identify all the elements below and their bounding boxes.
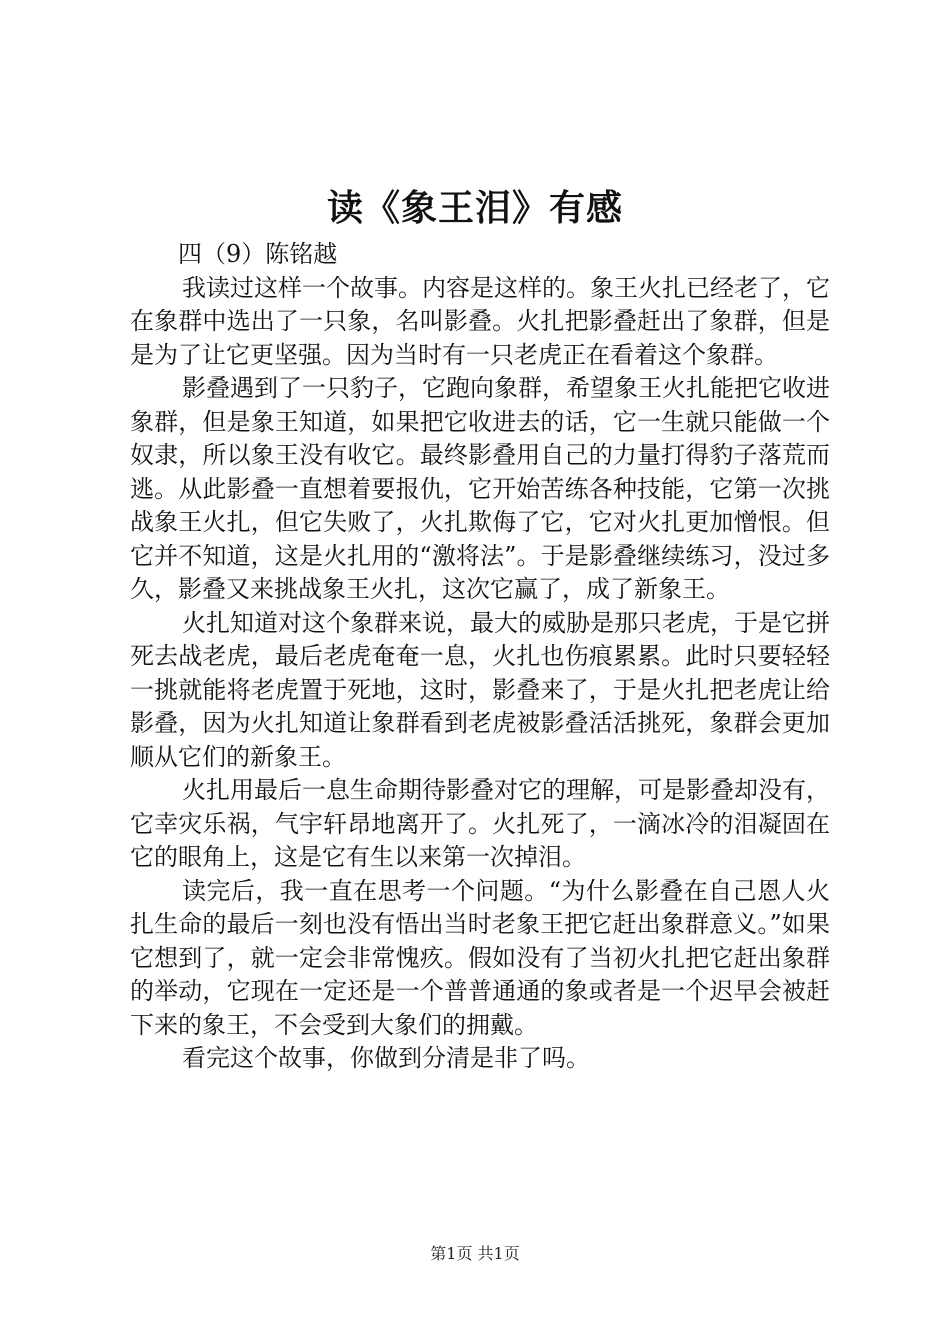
paragraph-3: 火扎知道对这个象群来说，最大的威胁是那只老虎，于是它拼死去战老虎，最后老虎奄奄一息，火扎也伤痕累累。此时只要轻轻一挑就能将老虎置于死地，这时，影叠来了，于是火扎把老虎让给影叠，因为火扎知道让象群看到老虎被影叠活活挑死，象群会更加顺从它们的新象王。 — [130, 608, 830, 771]
paragraph-1: 我读过这样一个故事。内容是这样的。象王火扎已经老了，它在象群中选出了一只象，名叫影叠。火扎把影叠赶出了象群，但是是为了让它更坚强。因为当时有一只老虎正在看着这个象群。 — [130, 273, 830, 369]
paragraph-4: 火扎用最后一息生命期待影叠对它的理解，可是影叠却没有，它幸灾乐祸，气宇轩昂地离开了。火扎死了，一滴冰冷的泪凝固在它的眼角上，这是它有生以来第一次掉泪。 — [130, 776, 830, 871]
author-line: 四（9）陈铭越 — [178, 240, 338, 268]
page-footer: 第1页 共1页 — [430, 1244, 520, 1263]
paragraph-6: 看完这个故事，你做到分清是非了吗。 — [182, 1044, 590, 1072]
document-body — [130, 238, 830, 1076]
paragraph-2: 影叠遇到了一只豹子，它跑向象群，希望象王火扎能把它收进象群，但是象王知道，如果把它收进去的话，它一生就只能做一个奴隶，所以象王没有收它。最终影叠用自己的力量打得豹子落荒而逃。从此影叠一直想着要报仇，它开始苦练各种技能，它第一次挑战象王火扎，但它失败了，火扎欺侮了它，它对火扎更加憎恨。但它并不知道，这是火扎用的“激将法”。于是影叠继续练习，没过多久，影叠又来挑战象王火扎，这次它赢了，成了新象王。 — [130, 374, 830, 603]
paragraph-5: 读完后，我一直在思考一个问题。“为什么影叠在自己恩人火扎生命的最后一刻也没有悟出当时老象王把它赶出象群意义。”如果它想到了，就一定会非常愧疚。假如没有了当初火扎把它赶出象群的举动，它现在一定还是一个普普通通的象或者是一个迟早会被赶下来的象王，不会受到大象们的拥戴。 — [130, 876, 830, 1039]
document-title: 读《象王泪》有感 — [326, 187, 623, 229]
